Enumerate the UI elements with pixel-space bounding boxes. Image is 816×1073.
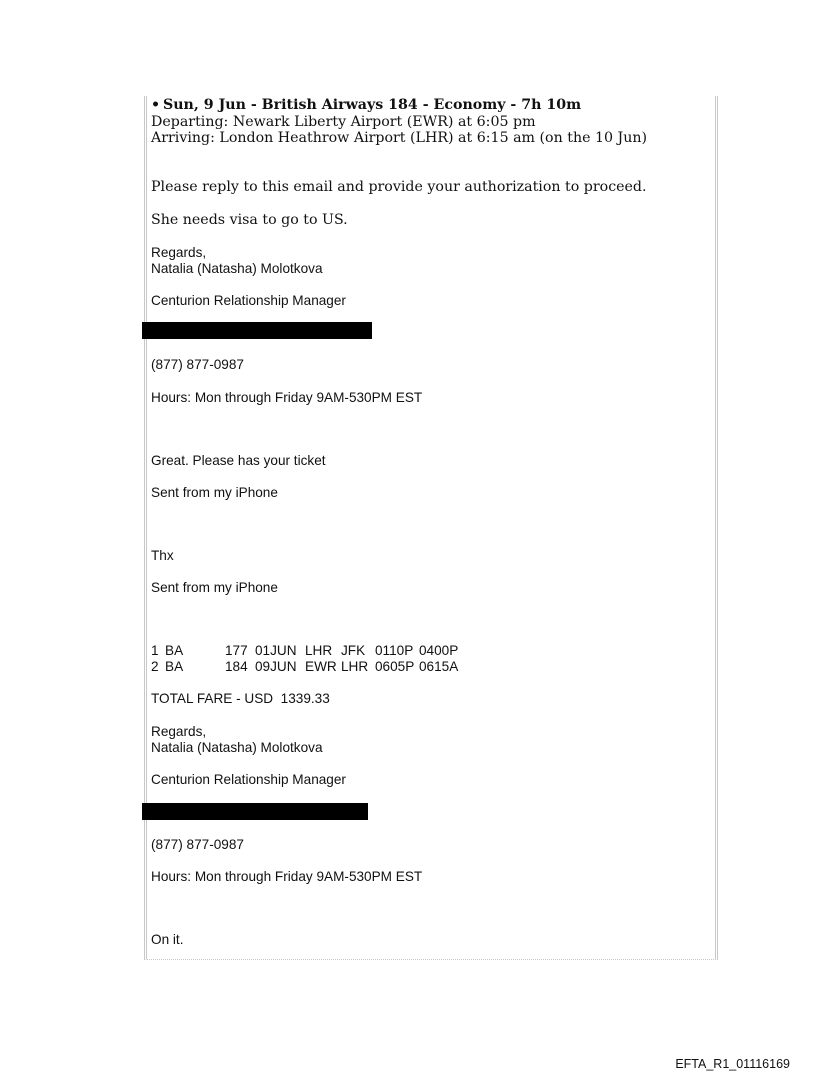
sender-name-2: Natalia (Natasha) Molotkova (151, 740, 323, 755)
flight-title-text: Sun, 9 Jun - British Airways 184 - Economy - 7h 10m (163, 97, 582, 113)
closing-message: On it. (151, 932, 184, 947)
departing-line: Departing: Newark Liberty Airport (EWR) at 6:05 pm (151, 114, 536, 130)
sender-name-1: Natalia (Natasha) Molotkova (151, 261, 323, 276)
itinerary-row: 2 BA 184 09JUN EWR LHR 0605P 0615A (151, 659, 459, 674)
flight-title (151, 97, 581, 114)
bullet: • (151, 97, 161, 113)
sent-from-iphone-2: Sent from my iPhone (151, 580, 278, 595)
sent-from-iphone-1: Sent from my iPhone (151, 485, 278, 500)
visa-note: She needs visa to go to US. (151, 212, 348, 228)
document-id: EFTA_R1_01116169 (675, 1057, 790, 1071)
phone-1: (877) 877-0987 (151, 357, 244, 372)
hours-1: Hours: Mon through Friday 9AM-530PM EST (151, 390, 423, 405)
thx-message: Thx (151, 548, 174, 563)
great-message: Great. Please has your ticket (151, 453, 326, 468)
itinerary-row: 1 BA 177 01JUN LHR JFK 0110P 0400P (151, 643, 459, 658)
regards-2: Regards, (151, 724, 207, 739)
hours-2: Hours: Mon through Friday 9AM-530PM EST (151, 869, 423, 884)
phone-2: (877) 877-0987 (151, 837, 244, 852)
arriving-line: Arriving: London Heathrow Airport (LHR) at 6:15 am (on the 10 Jun) (151, 130, 648, 146)
redaction-bar-2 (142, 803, 368, 820)
total-fare: TOTAL FARE - USD 1339.33 (151, 691, 330, 706)
redaction-bar-1 (142, 322, 372, 339)
reply-request: Please reply to this email and provide your authorization to proceed. (151, 179, 647, 195)
sender-title-1: Centurion Relationship Manager (151, 293, 346, 308)
regards-1: Regards, (151, 245, 207, 260)
sender-title-2: Centurion Relationship Manager (151, 772, 346, 787)
